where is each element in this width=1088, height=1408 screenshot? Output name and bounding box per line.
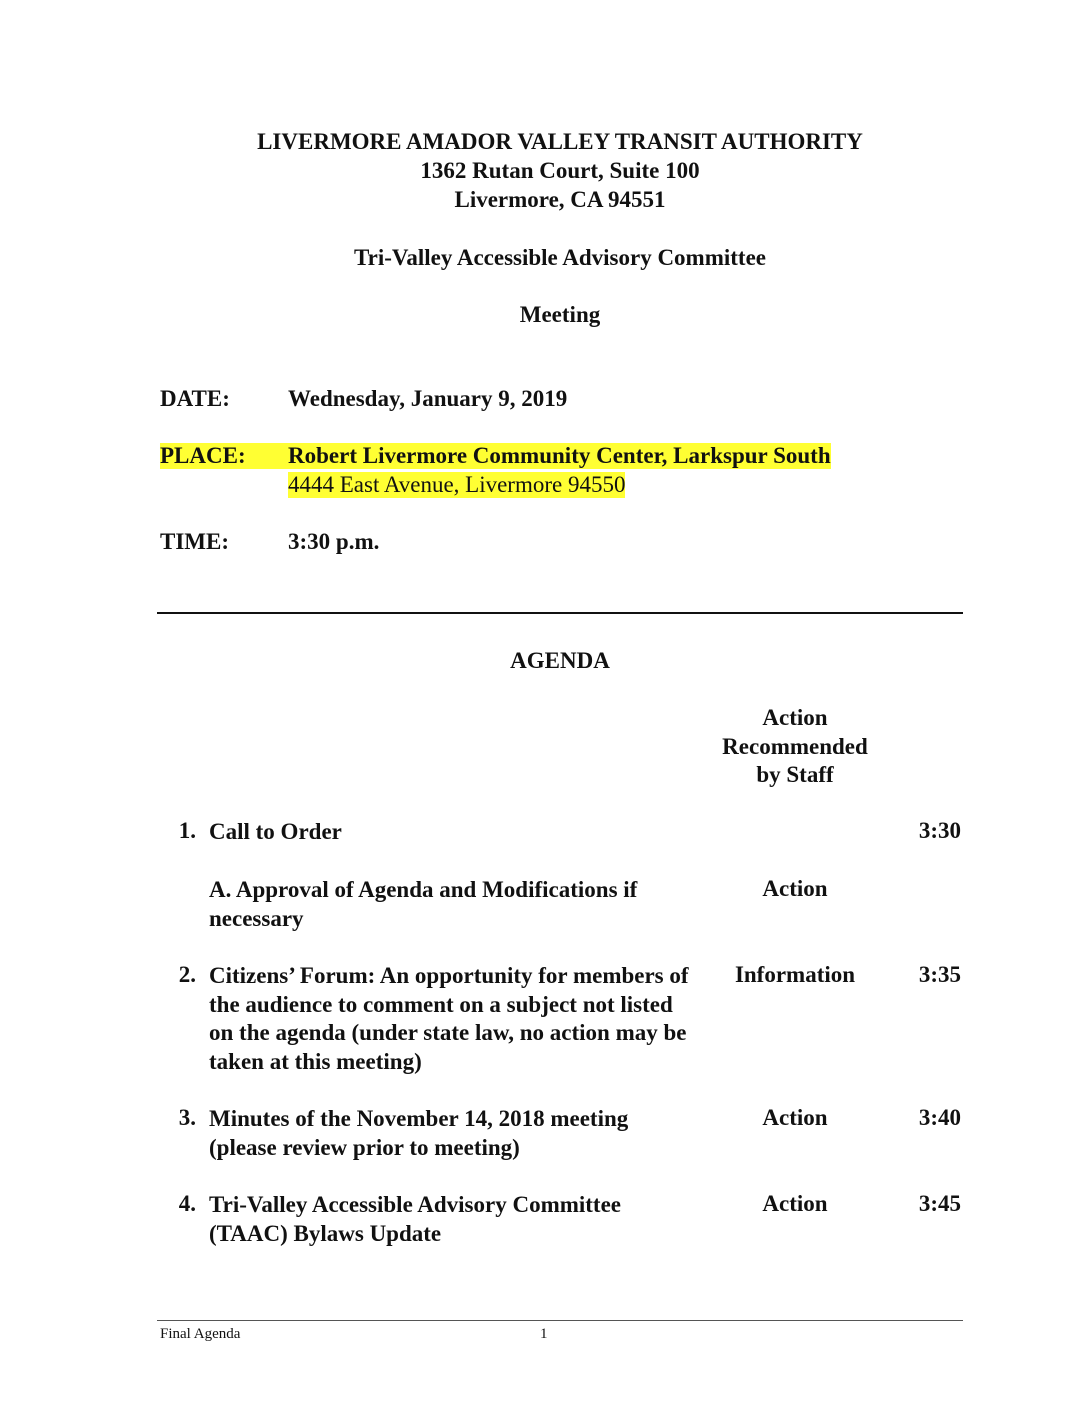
date-label: DATE: bbox=[160, 386, 230, 411]
agenda-item-4-action: Action bbox=[762, 1191, 828, 1216]
agenda-item-1-time: 3:30 bbox=[918, 818, 961, 843]
agenda-item-3-time: 3:40 bbox=[918, 1105, 961, 1130]
agenda-item-1-number: 1. bbox=[178, 818, 196, 843]
action-header-line-3: by Staff bbox=[756, 762, 834, 787]
action-column-header bbox=[700, 704, 890, 790]
footer-divider bbox=[157, 1320, 963, 1321]
committee-name: Tri-Valley Accessible Advisory Committee bbox=[353, 245, 766, 270]
agenda-item-2-time: 3:35 bbox=[918, 962, 961, 987]
meeting-title: Meeting bbox=[519, 302, 601, 327]
place-value: Robert Livermore Community Center, Larkspur South bbox=[288, 443, 831, 468]
time-label: TIME: bbox=[160, 529, 229, 554]
org-name: LIVERMORE AMADOR VALLEY TRANSIT AUTHORITY bbox=[257, 129, 863, 154]
agenda-item-4-text: Tri-Valley Accessible Advisory Committee (TAAC) Bylaws Update bbox=[209, 1192, 622, 1246]
agenda-title: AGENDA bbox=[510, 648, 610, 673]
agenda-item-2-text: Citizens’ Forum: An opportunity for members of the audience to comment on a subject not listed on the agenda (under state law, no action may be taken at this meeting) bbox=[209, 963, 689, 1074]
place-address: 4444 East Avenue, Livermore 94550 bbox=[288, 472, 626, 497]
agenda-item-2-action: Information bbox=[734, 962, 856, 987]
agenda-item-3-number: 3. bbox=[178, 1105, 196, 1130]
agenda-item-1-text: Call to Order bbox=[209, 819, 342, 844]
agenda-item-1a-action: Action bbox=[762, 876, 828, 901]
place-label: PLACE: bbox=[160, 443, 288, 469]
agenda-item-1a-text: A. Approval of Agenda and Modifications if necessary bbox=[209, 877, 638, 931]
address-line-2: Livermore, CA 94551 bbox=[454, 187, 666, 212]
agenda-item-4-time: 3:45 bbox=[918, 1191, 961, 1216]
agenda-item-4-number: 4. bbox=[178, 1191, 196, 1216]
action-header-line-1: Action bbox=[762, 705, 828, 730]
page-number: 1 bbox=[540, 1326, 548, 1342]
agenda-item-2-number: 2. bbox=[178, 962, 196, 987]
agenda-item-3-text: Minutes of the November 14, 2018 meeting (please review prior to meeting) bbox=[209, 1106, 629, 1160]
time-value: 3:30 p.m. bbox=[288, 529, 380, 554]
agenda-item-3-action: Action bbox=[762, 1105, 828, 1130]
footer-label: Final Agenda bbox=[160, 1326, 241, 1342]
action-header-line-2: Recommended bbox=[722, 733, 868, 759]
section-divider bbox=[157, 612, 963, 614]
address-line-1: 1362 Rutan Court, Suite 100 bbox=[420, 158, 700, 183]
date-value: Wednesday, January 9, 2019 bbox=[288, 386, 568, 411]
